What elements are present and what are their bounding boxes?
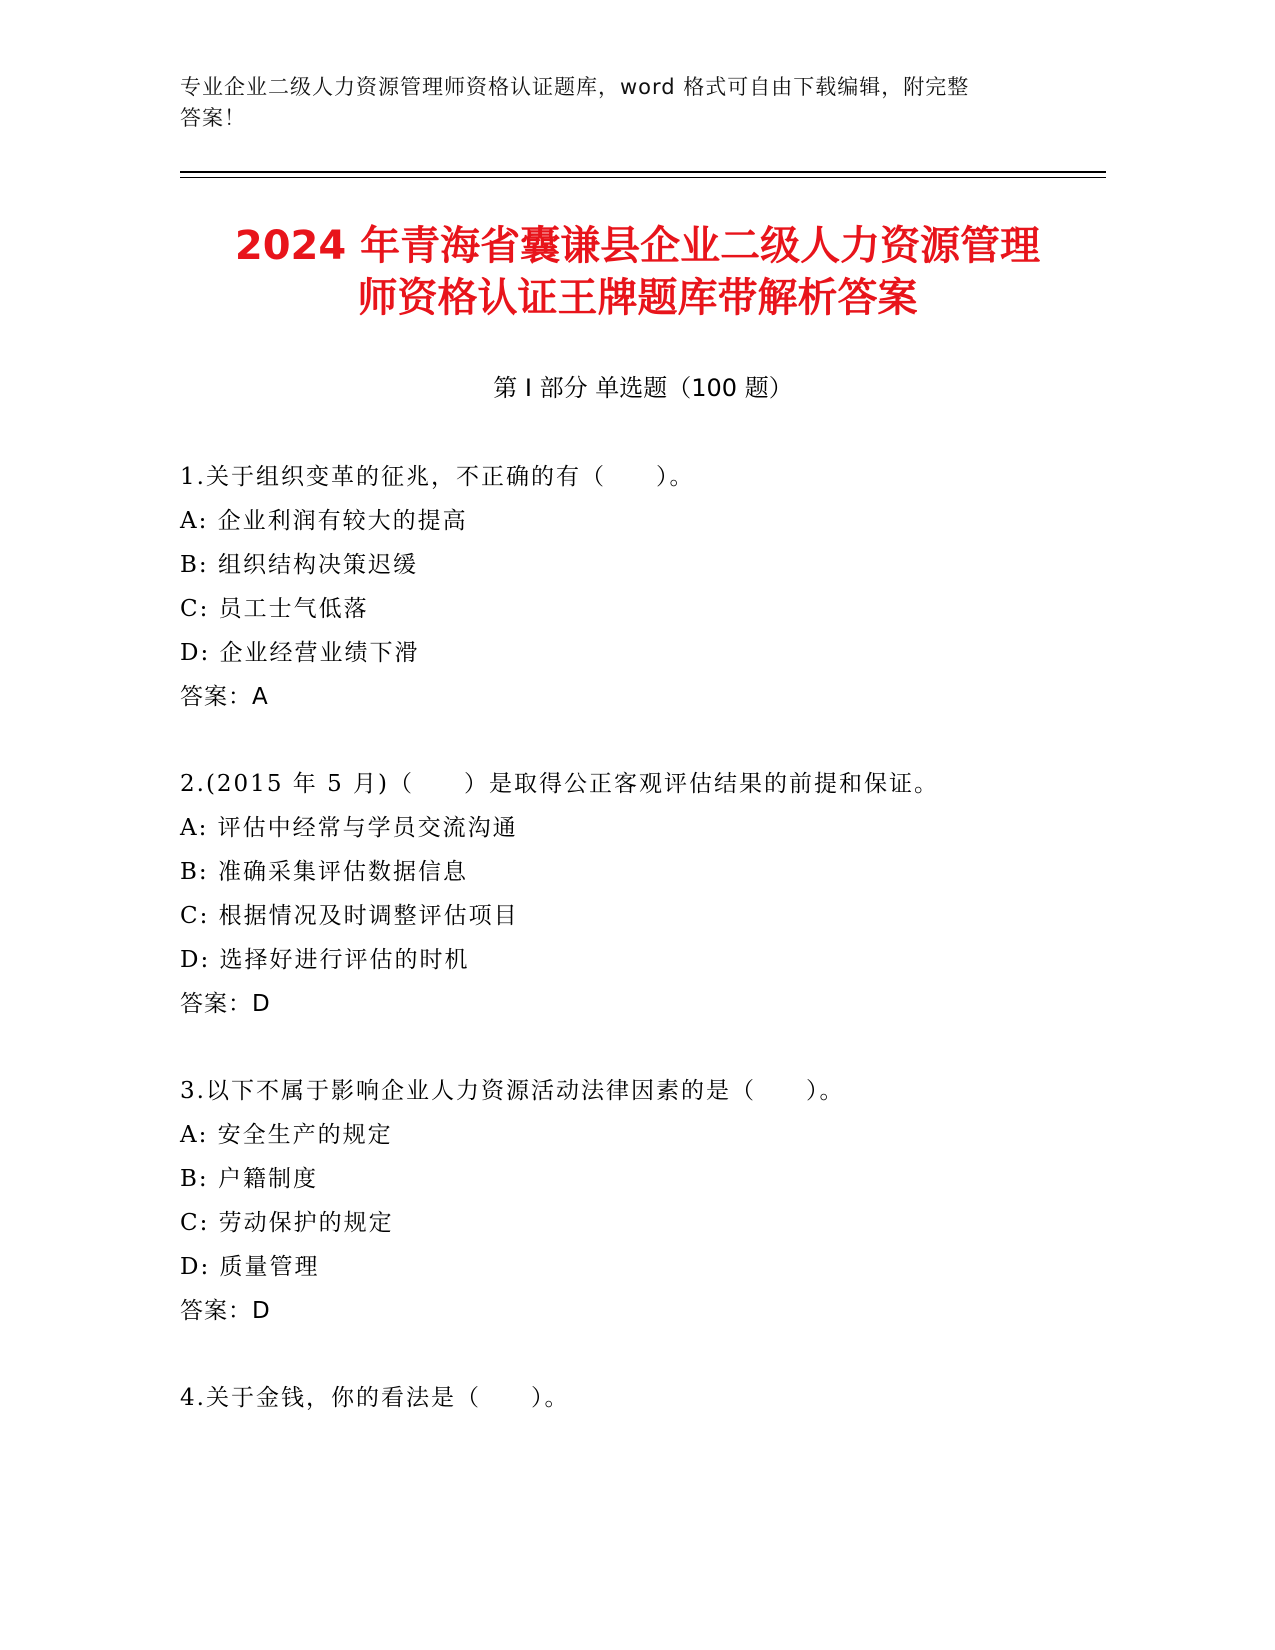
- answer: 答案：D: [180, 991, 271, 1017]
- option-c: C: 劳动保护的规定: [180, 1210, 394, 1236]
- question-2: [180, 762, 1106, 1026]
- option-a: A: 安全生产的规定: [180, 1122, 393, 1148]
- question-4: [180, 1376, 1106, 1420]
- document-title-line-1: 2024 年青海省囊谦县企业二级人力资源管理: [234, 223, 1041, 269]
- option-c: C: 根据情况及时调整评估项目: [180, 903, 519, 929]
- question-stem: 2.(2015 年 5 月)（ ）是取得公正客观评估结果的前提和保证。: [180, 771, 939, 797]
- section-heading: 第 I 部分 单选题（100 题）: [493, 374, 793, 402]
- question-stem: 4.关于金钱，你的看法是（ ）。: [180, 1385, 570, 1411]
- option-c: C: 员工士气低落: [180, 596, 369, 622]
- option-a: A: 企业利润有较大的提高: [180, 508, 468, 534]
- option-d: D: 选择好进行评估的时机: [180, 947, 470, 973]
- header-rule-thin: [180, 177, 1106, 178]
- question-1: [180, 455, 1106, 719]
- question-stem: 3.以下不属于影响企业人力资源活动法律因素的是（ ）。: [180, 1078, 845, 1104]
- answer: 答案：A: [180, 684, 269, 710]
- header-note-line-2: 答案！: [180, 106, 246, 130]
- answer: 答案：D: [180, 1298, 271, 1324]
- option-b: B: 组织结构决策迟缓: [180, 552, 418, 578]
- document-title-line-2: 师资格认证王牌题库带解析答案: [357, 275, 918, 321]
- option-a: A: 评估中经常与学员交流沟通: [180, 815, 518, 841]
- question-stem: 1.关于组织变革的征兆，不正确的有（ ）。: [180, 464, 695, 490]
- document-title: [150, 220, 1125, 324]
- header-note-line-1: 专业企业二级人力资源管理师资格认证题库，word 格式可自由下载编辑，附完整: [180, 75, 970, 99]
- question-list: [180, 455, 1106, 1463]
- question-3: [180, 1069, 1106, 1333]
- header-rule-thick: [180, 171, 1106, 173]
- option-d: D: 质量管理: [180, 1254, 320, 1280]
- option-b: B: 准确采集评估数据信息: [180, 859, 468, 885]
- option-b: B: 户籍制度: [180, 1166, 318, 1192]
- option-d: D: 企业经营业绩下滑: [180, 640, 420, 666]
- header-note: [180, 72, 1040, 134]
